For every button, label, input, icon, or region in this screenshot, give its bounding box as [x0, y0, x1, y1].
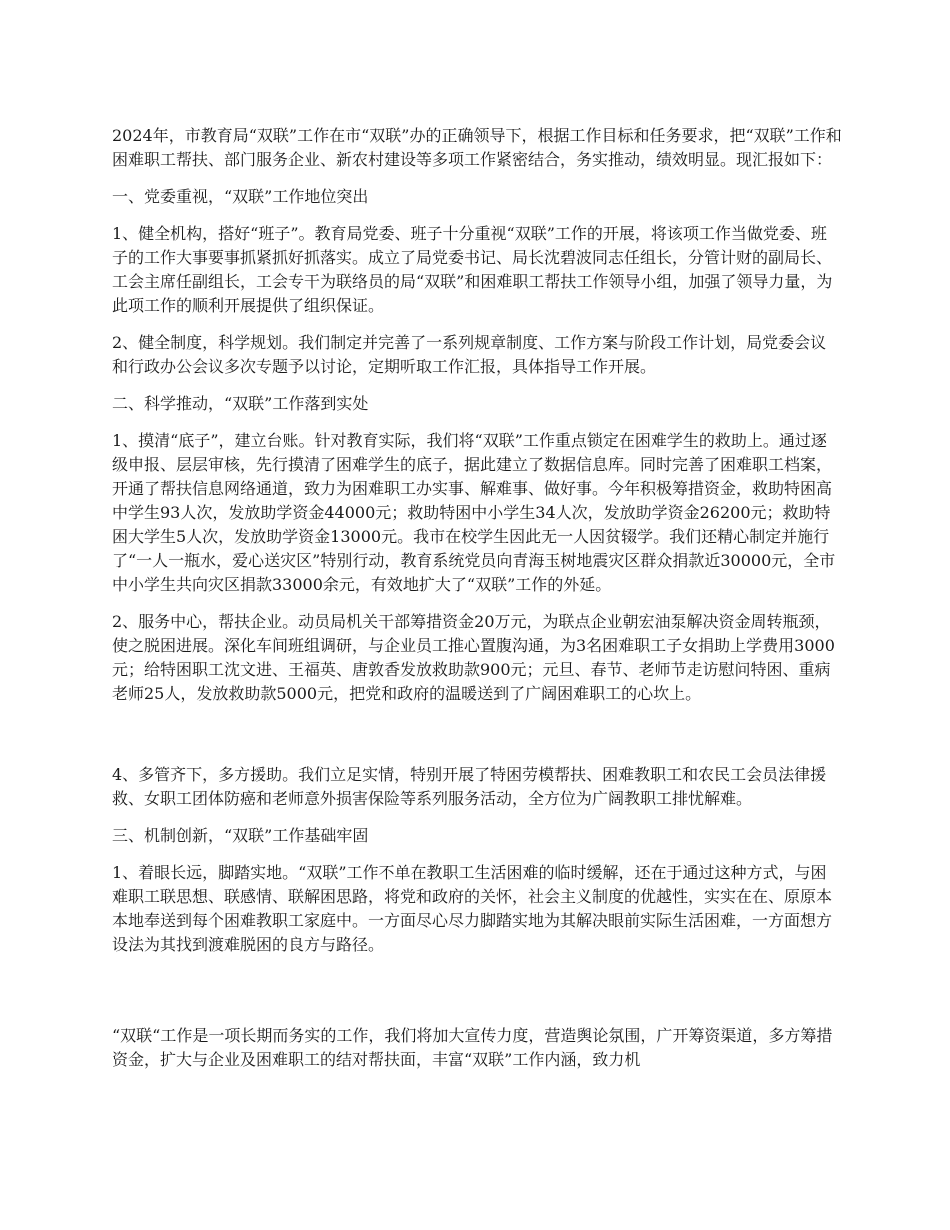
blank-gap: [112, 719, 842, 763]
section-heading-1: 一、党委重视，“双联”工作地位突出: [112, 187, 369, 206]
section-heading-3: 三、机制创新，“双联”工作基础牢固: [112, 826, 369, 845]
document-page: [112, 124, 842, 1085]
section-heading-2: 二、科学推动，“双联”工作落到实处: [112, 394, 369, 413]
section1-item-1: 1、健全机构，搭好“班子”。教育局党委、班子十分重视“双联”工作的开展，将该项工作当做党委、班子的工作大事要事抓紧抓好抓落实。成立了局党委书记、局长沈碧波同志任组长，分管计财的副局长、工会主席任副组长，工会专干为联络员的局“双联”和困难职工帮扶工作领导小组，加强了领导力量，为此项工作的顺利开展提供了组织保证。: [112, 224, 833, 315]
closing-paragraph: “双联“工作是一项长期而务实的工作，我们将加大宣传力度，营造舆论氛围，广开筹资渠道，多方筹措资金，扩大与企业及困难职工的结对帮扶面，丰富“双联”工作内涵，致力机: [112, 1026, 833, 1069]
section2-item-4: 4、多管齐下，多方援助。我们立足实情，特别开展了特困劳模帮扶、困难教职工和农民工会员法律援救、女职工团体防癌和老师意外损害保险等系列服务活动，全方位为广阔教职工排忧解难。: [112, 765, 827, 808]
section2-item-1: 1、摸清“底子”，建立台账。针对教育实际，我们将“双联”工作重点锁定在困难学生的救助上。通过逐级申报、层层审核，先行摸清了困难学生的底子，据此建立了数据信息库。同时完善了困难职工档案，开通了帮扶信息网络通道，致力为困难职工办实事、解难事、做好事。今年积极筹措资金，救助特困高中学生93人次，发放助学资金44000元；救助特困中小学生34人次，发放助学资金26200元；救助特困大学生5人次，发放助学资金13000元。我市在校学生因此无一人因贫辍学。我们还精心制定并施行了“一人一瓶水，爱心送灾区”特别行动，教育系统党员向青海玉树地震灾区群众捐款近30000元，全市中小学生共向灾区捐款33000余元，有效地扩大了“双联”工作的外延。: [112, 431, 836, 594]
blank-gap: [112, 970, 842, 1024]
intro-paragraph: 2024年，市教育局“双联”工作在市“双联”办的正确领导下，根据工作目标和任务要求，把“双联”工作和困难职工帮扶、部门服务企业、新农村建设等多项工作紧密结合，务实推动，绩效明显。现汇报如下：: [112, 126, 842, 169]
section2-item-2: 2、服务中心，帮扶企业。动员局机关干部筹措资金20万元，为联点企业朝宏油泵解决资金周转瓶颈，使之脱困进展。深化车间班组调研，与企业员工推心置腹沟通，为3名困难职工子女捐助上学费用3000元；给特困职工沈文进、王福英、唐敦香发放救助款900元；元旦、春节、老师节走访慰问特困、重病老师25人，发放救助款5000元，把党和政府的温暖送到了广阔困难职工的心坎上。: [112, 612, 835, 703]
section1-item-2: 2、健全制度，科学规划。我们制定并完善了一系列规章制度、工作方案与阶段工作计划，局党委会议和行政办公会议多次专题予以讨论，定期听取工作汇报，具体指导工作开展。: [112, 333, 827, 376]
section3-item-1: 1、着眼长远，脚踏实地。“双联”工作不单在教职工生活困难的临时缓解，还在于通过这种方式，与困难职工联思想、联感情、联解困思路，将党和政府的关怀，社会主义制度的优越性，实实在在、原原本本地奉送到每个困难教职工家庭中。一方面尽心尽力脚踏实地为其解决眼前实际生活困难，一方面想方设法为其找到渡难脱困的良方与路径。: [112, 863, 833, 954]
